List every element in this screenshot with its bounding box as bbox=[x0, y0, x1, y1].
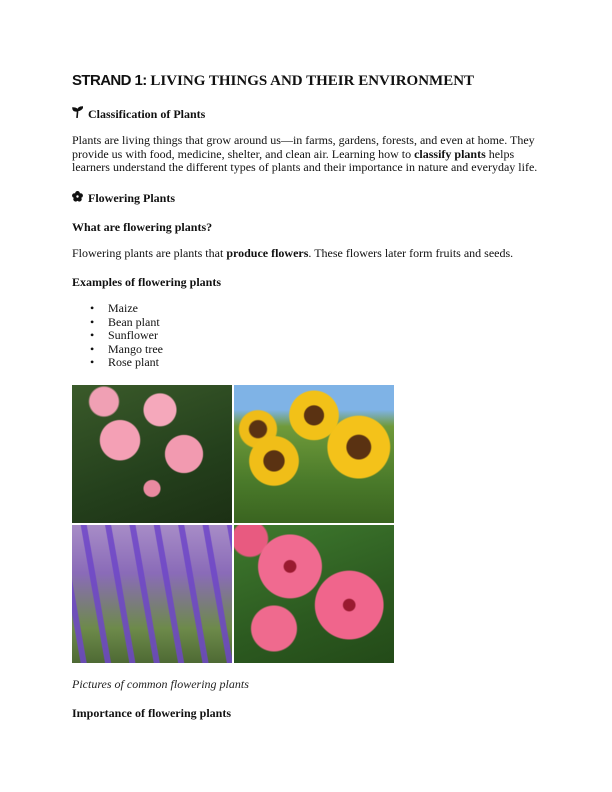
roses-image bbox=[72, 385, 232, 523]
def-text-end: . These flowers later form fruits and seeds. bbox=[308, 246, 514, 260]
list-item: • Bean plant bbox=[90, 316, 163, 330]
importance-heading: Importance of flowering plants bbox=[72, 706, 231, 720]
classification-heading bbox=[72, 106, 205, 122]
list-item: • Maize bbox=[90, 302, 163, 316]
flowering-heading bbox=[72, 191, 175, 206]
examples-heading: Examples of flowering plants bbox=[72, 275, 222, 289]
list-item: • Rose plant bbox=[90, 356, 163, 370]
def-bold: produce flowers bbox=[226, 246, 309, 260]
flower-image-grid bbox=[72, 385, 394, 663]
definition-paragraph bbox=[72, 247, 542, 261]
hibiscus-image bbox=[234, 525, 394, 663]
image-caption: Pictures of common flowering plants bbox=[72, 677, 249, 691]
para-text-end: helps learners understand the different types of plants and their importance in nature and everyday life. bbox=[72, 146, 538, 174]
def-text: Flowering plants are plants that bbox=[72, 246, 227, 260]
list-item: • Mango tree bbox=[90, 343, 163, 357]
para-bold: classify plants bbox=[414, 146, 486, 161]
strand-prefix: STRAND 1: bbox=[72, 72, 147, 89]
classification-heading-text: Classification of Plants bbox=[88, 106, 206, 121]
seedling-icon bbox=[72, 106, 83, 122]
sunflowers-image bbox=[234, 385, 394, 523]
flowering-heading-text: Flowering Plants bbox=[88, 191, 175, 205]
strand-name: LIVING THINGS AND THEIR ENVIRONMENT bbox=[150, 73, 475, 89]
list-item: • Sunflower bbox=[90, 329, 163, 343]
strand-title bbox=[72, 72, 474, 90]
examples-list bbox=[90, 302, 163, 370]
lavender-image bbox=[72, 525, 232, 663]
what-heading: What are flowering plants? bbox=[72, 220, 213, 234]
classification-paragraph bbox=[72, 134, 542, 175]
flower-icon bbox=[72, 191, 83, 206]
para-text: Plants are living things that grow around us—in farms, gardens, forests, and even at home. They provide us with food, medicine, shelter, and clean air. Learning how to bbox=[72, 133, 535, 161]
